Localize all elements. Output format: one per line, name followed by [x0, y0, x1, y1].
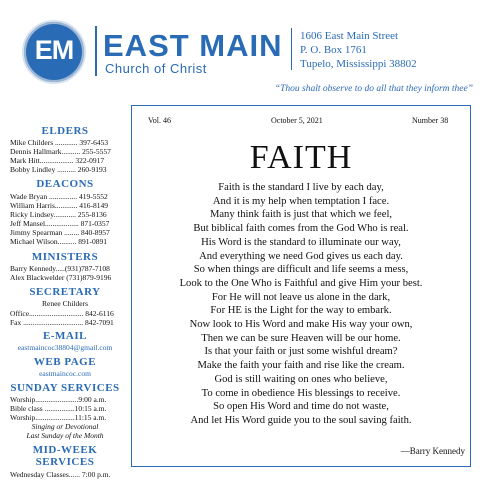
service-entry: Worship.......................9:00 a.m. — [10, 395, 107, 404]
poem-line: Faith is the standard I live by each day, — [218, 182, 384, 193]
poem-line: To come in obedience His blessings to receive. — [201, 387, 401, 399]
address-divider — [291, 28, 292, 70]
midweek-entry: Wednesday Classes...... 7:00 p.m. — [10, 470, 111, 479]
secretary-office: Office............................. 842-6116 — [10, 309, 114, 318]
email-heading: E-MAIL — [43, 330, 87, 342]
church-subtitle: Church of Christ — [105, 61, 207, 76]
deacon-entry: Jimmy Spearman ........ 840-8957 — [10, 228, 110, 237]
poem-line: So when things are difficult and life seems a mess, — [193, 264, 409, 276]
poem-line: For He will not leave us alone in the dark, — [211, 291, 391, 303]
web-link[interactable]: eastmaincoc.com — [39, 369, 91, 378]
poem-line: And it is my help when temptation I face. — [212, 195, 390, 207]
poem-line: Look to the One Who is Faithful and give Him your best. — [179, 277, 423, 289]
address-po-box: P. O. Box 1761 — [300, 44, 367, 56]
article-title: FAITH — [249, 139, 353, 176]
midweek-heading: MID-WEEK — [32, 444, 98, 456]
service-note: Singing or Devotional — [31, 422, 99, 431]
address-city: Tupelo, Mississippi 38802 — [300, 58, 417, 70]
poem-line: And everything we need God gives us each day. — [199, 250, 403, 262]
deacon-entry: William Harris............ 416-8149 — [10, 201, 109, 210]
poem-line: Now look to His Word and make His way your own, — [189, 319, 413, 331]
poem-line: But biblical faith comes from the God Who is real. — [193, 223, 409, 235]
logo-text: EM — [34, 35, 74, 65]
church-name: EAST MAIN — [103, 28, 283, 63]
poem-line: Many think faith is just that which we feel, — [209, 209, 393, 221]
secretary-heading: SECRETARY — [29, 286, 101, 298]
sunday-services-heading: SUNDAY SERVICES — [10, 382, 120, 394]
elder-entry: Dennis Hallmark.......... 255-5557 — [10, 147, 111, 156]
deacons-heading: DEACONS — [36, 178, 94, 190]
motto: “Thou shalt observe to do all that they inform thee” — [274, 84, 473, 94]
issue-number: Number 38 — [412, 116, 449, 125]
web-heading: WEB PAGE — [33, 356, 97, 368]
poem-line: For HE is the Light for the way to embark. — [210, 305, 392, 317]
poem-line: His Word is the standard to illuminate our way, — [201, 236, 401, 248]
secretary-name: Renee Childers — [41, 299, 89, 308]
poem-line: Then we can be sure Heaven will be our home. — [201, 332, 401, 344]
midweek-heading-2: SERVICES — [35, 456, 95, 468]
elders-heading: ELDERS — [41, 125, 89, 137]
poem-line: So open His Word and time do not waste, — [213, 401, 389, 413]
poem-line: Is that your faith or just some wishful dream? — [204, 346, 398, 358]
email-link[interactable]: eastmaincoc38804@gmail.com — [17, 343, 113, 352]
deacon-entry: Jeff Mansel.................. 871-0357 — [10, 219, 110, 228]
volume-label: Vol. 46 — [148, 116, 171, 125]
elder-entry: Mike Childers ............ 397-6453 — [10, 138, 109, 147]
service-entry: Bible class ................10:15 a.m. — [10, 404, 107, 413]
service-note: Last Sunday of the Month — [26, 431, 104, 440]
church-logo — [22, 20, 86, 84]
header-divider — [95, 26, 97, 76]
poem-line: God is still waiting on ones who believe, — [214, 373, 388, 385]
poem-line: Make the faith your faith and rise like the cream. — [197, 360, 405, 372]
minister-entry: Alex Blackwelder (731)879-9196 — [10, 273, 112, 282]
secretary-fax: Fax ................................ 842-7091 — [10, 318, 114, 327]
elder-entry: Bobby Lindley .......... 260-9193 — [10, 165, 107, 174]
ministers-heading: MINISTERS — [31, 251, 99, 263]
minister-entry: Barry Kennedy.....(931)787-7108 — [10, 264, 110, 273]
issue-date: October 5, 2021 — [271, 116, 323, 125]
poem-author: —Barry Kennedy — [400, 446, 465, 456]
deacon-entry: Wade Bryan ............... 419-5552 — [10, 192, 108, 201]
deacon-entry: Michael Wilson.......... 891-0891 — [10, 237, 108, 246]
deacon-entry: Ricky Lindsey............ 255-8136 — [10, 210, 107, 219]
poem — [132, 181, 470, 428]
service-entry: Worship.....................11:15 a.m. — [10, 413, 107, 422]
elder-entry: Mark Hitt.................. 322-0917 — [10, 156, 105, 165]
address-street: 1606 East Main Street — [300, 30, 399, 42]
poem-line: And let His Word guide you to the soul saving faith. — [190, 414, 412, 426]
